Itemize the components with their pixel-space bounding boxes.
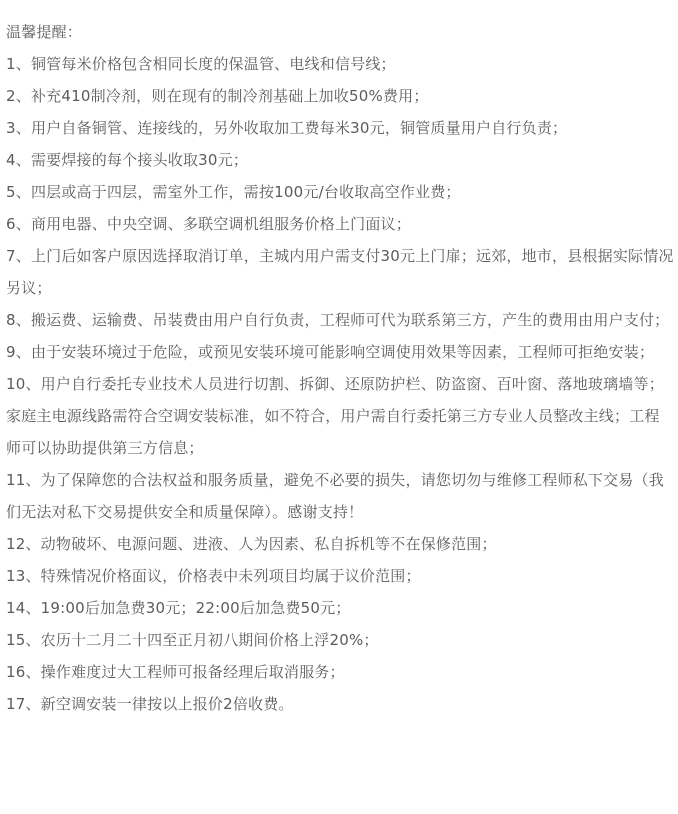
notice-item-6: 6、商用电器、中央空调、多联空调机组服务价格上门面议；	[6, 215, 411, 233]
notice-item-17: 17、新空调安装一律按以上报价2倍收费。	[6, 695, 294, 713]
notice-list	[6, 48, 674, 720]
notice-item-4: 4、需要焊接的每个接头收取30元；	[6, 151, 249, 169]
notice-item-1: 1、铜管每米价格包含相同长度的保温管、电线和信号线；	[6, 55, 396, 73]
notice-item-2: 2、补充410制冷剂，则在现有的制冷剂基础上加收50%费用；	[6, 87, 429, 105]
notice-item-8: 8、搬运费、运输费、吊装费由用户自行负责，工程师可代为联系第三方，产生的费用由用户支付；	[6, 311, 670, 329]
notice-item-11: 11、为了保障您的合法权益和服务质量，避免不必要的损失，请您切勿与维修工程师私下交易（我们无法对私下交易提供安全和质量保障）。感谢支持！	[6, 471, 664, 521]
notice-item-5: 5、四层或高于四层，需室外工作，需按100元/台收取高空作业费；	[6, 183, 461, 201]
notice-item-7: 7、上门后如客户原因选择取消订单，主城内用户需支付30元上门扉；远郊，地市，县根据实际情况另议；	[6, 247, 674, 297]
notice-item-3: 3、用户自备铜管、连接线的，另外收取加工费每米30元，铜管质量用户自行负责；	[6, 119, 568, 137]
notice-item-9: 9、由于安装环境过于危险，或预见安装环境可能影响空调使用效果等因素，工程师可拒绝安装；	[6, 343, 655, 361]
notice-block	[6, 16, 674, 720]
notice-item-14: 14、19:00后加急费30元；22:00后加急费50元；	[6, 599, 351, 617]
notice-item-12: 12、动物破坏、电源问题、进液、人为因素、私自拆机等不在保修范围；	[6, 535, 497, 553]
notice-item-13: 13、特殊情况价格面议，价格表中未列项目均属于议价范围；	[6, 567, 421, 585]
notice-item-15: 15、农历十二月二十四至正月初八期间价格上浮20%；	[6, 631, 379, 649]
notice-item-10: 10、用户自行委托专业技术人员进行切割、拆御、还原防护栏、防盗窗、百叶窗、落地玻璃墙等；家庭主电源线路需符合空调安装标准，如不符合，用户需自行委托第三方专业人员整改主线；工程师可以协助提供第三方信息；	[6, 375, 664, 457]
notice-item-16: 16、操作难度过大工程师可报备经理后取消服务；	[6, 663, 345, 681]
notice-title: 温馨提醒：	[6, 23, 83, 41]
